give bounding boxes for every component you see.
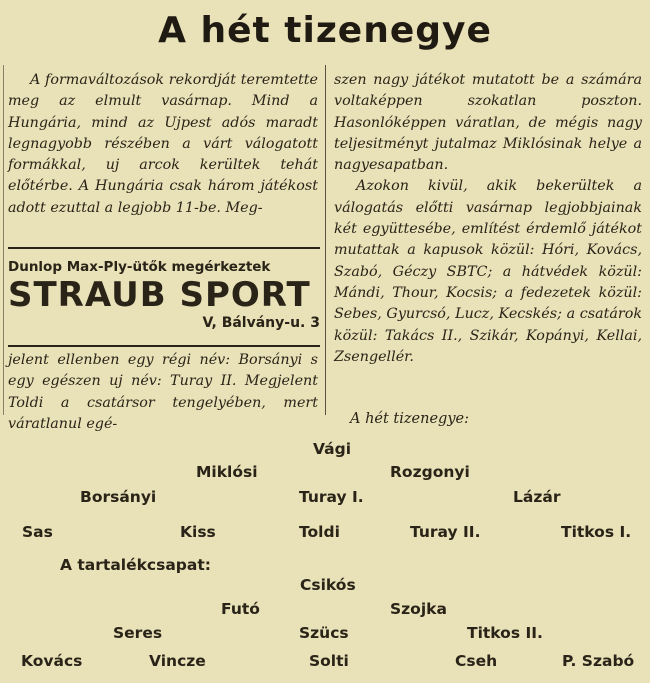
left-column-top (8, 70, 318, 219)
reserve-half-center: Szücs (299, 624, 349, 642)
player-forward-3: Toldi (299, 523, 340, 541)
reserve-half-left: Seres (113, 624, 163, 642)
left-column-bottom (8, 350, 318, 435)
player-forward-4: Turay II. (410, 523, 481, 541)
player-forward-2: Kiss (180, 523, 216, 541)
reserve-forward-1: Kovács (21, 652, 83, 670)
reserve-title: A tartalékcsapat: (60, 556, 211, 574)
player-goalkeeper: Vági (313, 440, 352, 458)
right-paragraph-2: Azokon kivül, akik bekerültek a válogatás előtti vasárnap legjobbjainak két együttesébe, említést érdemlő játékot mutattak a kapusok közül: Hóri, Kovács, Szabó, Géczy SBTC; a hátvédek közül: Mándi, Thour, Kocsis; a fedezetek közül: Sebes, Gyurcsó, Lucz, Kecskés; a csatárok közül: Takács II., Szikár, Kopányi, Kellai, Zsengellér. (334, 178, 642, 365)
reserve-forward-5: P. Szabó (562, 652, 635, 670)
player-forward-1: Sas (22, 523, 53, 541)
reserve-back-left: Futó (221, 600, 260, 618)
column-divider (325, 65, 326, 415)
ad-address: V, Bálvány-u. 3 (202, 315, 320, 331)
right-column (334, 70, 642, 368)
player-back-left: Miklósi (196, 463, 258, 481)
left-paragraph-1: A formaváltozások rekordját teremtette meg az elmult vasárnap. Mind a Hungária, mind az Ujpest adós maradt legnagyobb részében a várt válogatott formákkal, uj arcok kerültek tehát előtérbe. A Hungária csak három játékost adott ezuttal a legjobb 11-be. Meg- (8, 72, 318, 216)
reserve-forward-2: Vincze (149, 652, 206, 670)
team-title: A hét tizenegye: (350, 411, 469, 427)
player-forward-5: Titkos I. (561, 523, 632, 541)
reserve-forward-3: Solti (309, 652, 349, 670)
player-half-center: Turay I. (299, 488, 364, 506)
advertisement-box (8, 247, 320, 347)
reserve-forward-4: Cseh (455, 652, 498, 670)
reserve-half-right: Titkos II. (467, 624, 543, 642)
headline: A hét tizenegye (158, 10, 492, 51)
ad-top-line: Dunlop Max-Ply-ütők megérkeztek (8, 259, 271, 275)
left-border-rule (3, 65, 4, 415)
ad-brand: STRAUB SPORT (8, 275, 311, 315)
left-paragraph-2: jelent ellenben egy régi név: Borsányi s egy egészen uj név: Turay II. Megjelent Toldi a csatársor tengelyében, mert váratlanul egé- (8, 352, 318, 432)
player-half-right: Lázár (513, 488, 561, 506)
reserve-back-right: Szojka (390, 600, 447, 618)
right-paragraph-1: szen nagy játékot mutatott be a számára voltaképpen szokatlan poszton. Hasonlóképpen váratlan, de mégis nagy teljesitményt jutalmaz Miklósinak helye a nagyesapatban. (334, 72, 642, 174)
reserve-goalkeeper: Csikós (300, 576, 356, 594)
player-back-right: Rozgonyi (390, 463, 470, 481)
player-half-left: Borsányi (80, 488, 157, 506)
